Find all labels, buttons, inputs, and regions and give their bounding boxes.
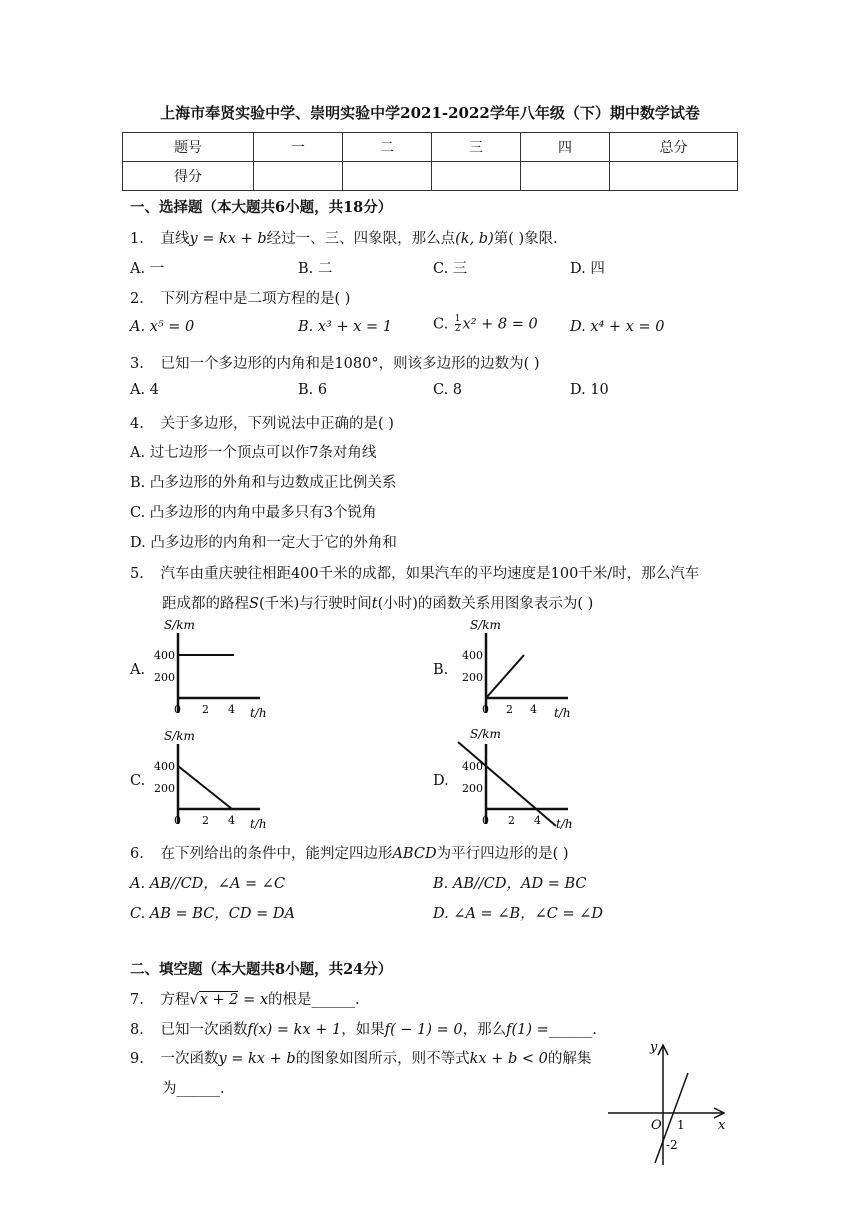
option-c-label[interactable]: C. <box>130 773 146 789</box>
table-cell: 二 <box>343 133 432 162</box>
question-text: ______. <box>548 1022 597 1038</box>
table-cell: 得分 <box>123 162 254 191</box>
quadrilateral: ABCD <box>392 846 437 862</box>
graph-c[interactable] <box>150 726 280 834</box>
table-cell[interactable] <box>432 162 521 191</box>
question-text: 方程 <box>160 992 190 1008</box>
option-c[interactable]: C. 8 <box>433 382 463 398</box>
section-heading: 一、选择题（本大题共6小题，共18分） <box>130 199 393 216</box>
question-text: 在下列给出的条件中，能判定四边形 <box>160 846 393 862</box>
question-text: ，如果 <box>341 1022 385 1038</box>
table-cell: 总分 <box>610 133 738 162</box>
variable: t <box>371 596 378 612</box>
option-label: C. <box>433 316 449 333</box>
table-row <box>123 133 738 162</box>
x-tick-0: 0 <box>482 703 489 716</box>
question-text: 的根是______. <box>268 992 360 1008</box>
option-a[interactable]: A. AB//CD，∠A = ∠C <box>130 876 286 892</box>
x-tick-0: 0 <box>482 814 489 827</box>
inequality: kx + b < 0 <box>469 1051 548 1067</box>
fraction-numerator: 1 <box>454 314 461 324</box>
question-text: 下列方程中是二项方程的是( ) <box>160 291 351 307</box>
y-label: S/km <box>470 618 501 632</box>
question-text: 为平行四边形的是( ) <box>436 846 569 862</box>
option-b[interactable]: B. 6 <box>298 382 328 398</box>
graph-d[interactable] <box>452 726 592 834</box>
x-tick-2: 2 <box>506 703 513 716</box>
question-text: 汽车由重庆驶往相距400千米的成都，如果汽车的平均速度是100千米/时，那么汽车 <box>160 566 700 582</box>
y-label: S/km <box>164 618 195 632</box>
question-number: 6. <box>130 846 144 862</box>
x-label: x <box>718 1118 726 1133</box>
equation: f(x) = kx + 1 <box>247 1022 342 1038</box>
question-number: 4. <box>130 416 144 432</box>
question-number: 5. <box>130 566 144 582</box>
question-number: 1. <box>130 231 144 247</box>
option-a[interactable]: A. 一 <box>130 261 165 277</box>
x-tick-4: 4 <box>228 814 235 827</box>
question-2 <box>130 287 350 308</box>
y-tick-200: 200 <box>462 671 483 684</box>
question-number: 2. <box>130 291 144 307</box>
question-text: 已知一次函数 <box>160 1022 248 1038</box>
question-9 <box>130 1047 591 1068</box>
option-d[interactable]: D. x⁴ + x = 0 <box>570 319 665 335</box>
y-label: S/km <box>164 729 195 743</box>
fraction <box>455 315 461 334</box>
question-text: 的解集 <box>547 1051 592 1067</box>
equation: f( − 1) = 0 <box>384 1022 463 1038</box>
y-tick-400: 400 <box>462 760 483 773</box>
x-tick-4: 4 <box>228 703 235 716</box>
table-cell[interactable] <box>254 162 343 191</box>
y-tick-200: 200 <box>154 782 175 795</box>
option-b[interactable]: B. AB//CD，AD = BC <box>433 876 587 892</box>
y-label: S/km <box>470 727 501 741</box>
exam-title: 上海市奉贤实验中学、崇明实验中学2021-2022学年八年级（下）期中数学试卷 <box>160 104 700 122</box>
option-c[interactable]: C. 三 <box>433 261 468 277</box>
x-tick-2: 2 <box>202 703 209 716</box>
table-cell: 四 <box>521 133 610 162</box>
question-text: 直线 <box>160 231 190 247</box>
question-number: 7. <box>130 992 144 1008</box>
option-a[interactable]: A. x⁵ = 0 <box>130 319 195 335</box>
question-text: 关于多边形，下列说法中正确的是( ) <box>160 416 394 432</box>
y-label: y <box>650 1040 658 1055</box>
graph-b[interactable] <box>458 615 588 723</box>
question-text: (千米)与行驶时间 <box>258 596 372 612</box>
question-number: 3. <box>130 356 144 372</box>
question-4 <box>130 412 394 433</box>
x-tick-4: 4 <box>534 814 541 827</box>
question-number: 8. <box>130 1022 144 1038</box>
graph-line <box>178 766 232 809</box>
option-c[interactable]: C. AB = BC，CD = DA <box>130 906 295 922</box>
question-text: (小时)的函数关系用图象表示为( ) <box>377 596 594 612</box>
x-tick-2: 2 <box>202 814 209 827</box>
graph-line <box>486 655 524 698</box>
equation: = x <box>238 992 269 1008</box>
fraction-denominator: 2 <box>454 324 461 334</box>
table-cell: 一 <box>254 133 343 162</box>
x-intercept-label: 1 <box>677 1118 685 1132</box>
question-text: 第( )象限. <box>493 231 558 247</box>
y-tick-400: 400 <box>154 760 175 773</box>
option-a[interactable]: A. 过七边形一个顶点可以作7条对角线 <box>130 445 377 461</box>
equation: f(1) = <box>506 1022 549 1038</box>
option-a[interactable]: A. 4 <box>130 382 159 398</box>
y-tick-200: 200 <box>462 782 483 795</box>
question-text: 经过一、三、四象限，那么点 <box>266 231 456 247</box>
option-b-label[interactable]: B. <box>433 662 449 678</box>
table-cell[interactable] <box>343 162 432 191</box>
y-tick-400: 400 <box>154 649 175 662</box>
question-8 <box>130 1018 597 1039</box>
option-d[interactable]: D. 凸多边形的内角和一定大于它的外角和 <box>130 535 397 551</box>
sqrt-argument: x + 2 <box>199 992 239 1008</box>
section-heading: 二、填空题（本大题共8小题，共24分） <box>130 961 393 978</box>
question-3 <box>130 352 540 373</box>
table-cell: 题号 <box>123 133 254 162</box>
x-tick-0: 0 <box>174 703 181 716</box>
x-tick-4: 4 <box>530 703 537 716</box>
graph-a[interactable] <box>150 615 280 723</box>
question-7: 7. 方程√x + 2 = x的根是______. <box>130 992 360 1008</box>
table-cell: 三 <box>432 133 521 162</box>
option-d[interactable]: D. 四 <box>570 261 605 277</box>
x-tick-0: 0 <box>174 814 181 827</box>
x-label: t/h <box>250 817 267 831</box>
question-number: 9. <box>130 1051 144 1067</box>
equation: x² + 8 = 0 <box>462 316 538 333</box>
option-d[interactable]: D. ∠A = ∠B，∠C = ∠D <box>433 906 604 922</box>
option-d[interactable]: D. 10 <box>570 382 609 398</box>
option-c[interactable] <box>433 315 538 334</box>
question-text: 一次函数 <box>160 1051 219 1067</box>
option-c[interactable]: C. 凸多边形的内角中最多只有3个锐角 <box>130 505 377 521</box>
x-label: t/h <box>554 706 571 720</box>
x-label: t/h <box>556 817 573 831</box>
equation: y = kx + b <box>218 1051 296 1067</box>
x-tick-2: 2 <box>508 814 515 827</box>
equation: y = kx + b <box>189 231 267 247</box>
point: (k, b) <box>455 231 494 247</box>
question-text: 已知一个多边形的内角和是1080°，则该多边形的边数为( ) <box>160 356 540 372</box>
option-d-label[interactable]: D. <box>433 773 449 789</box>
question-text: 的图象如图所示，则不等式 <box>295 1051 470 1067</box>
table-row <box>123 162 738 191</box>
y-intercept-label: -2 <box>666 1138 678 1152</box>
score-table <box>122 132 738 191</box>
origin-label: O <box>651 1118 662 1133</box>
y-tick-200: 200 <box>154 671 175 684</box>
question-5-line-2 <box>162 592 593 613</box>
y-tick-400: 400 <box>462 649 483 662</box>
option-a-label[interactable]: A. <box>130 662 146 678</box>
question-text: ，那么 <box>462 1022 507 1038</box>
variable: S <box>249 596 259 612</box>
graph-q9 <box>600 1035 740 1170</box>
table-cell[interactable] <box>610 162 738 191</box>
question-5 <box>130 562 699 583</box>
x-label: t/h <box>250 706 267 720</box>
option-b[interactable]: B. x³ + x = 1 <box>298 319 393 335</box>
question-1 <box>130 227 558 248</box>
option-b[interactable]: B. 二 <box>298 261 333 277</box>
table-cell[interactable] <box>521 162 610 191</box>
question-9-line-2: 为______. <box>162 1081 225 1097</box>
question-text: 距成都的路程 <box>162 596 249 612</box>
option-b[interactable]: B. 凸多边形的外角和与边数成正比例关系 <box>130 475 397 491</box>
question-6 <box>130 842 569 863</box>
